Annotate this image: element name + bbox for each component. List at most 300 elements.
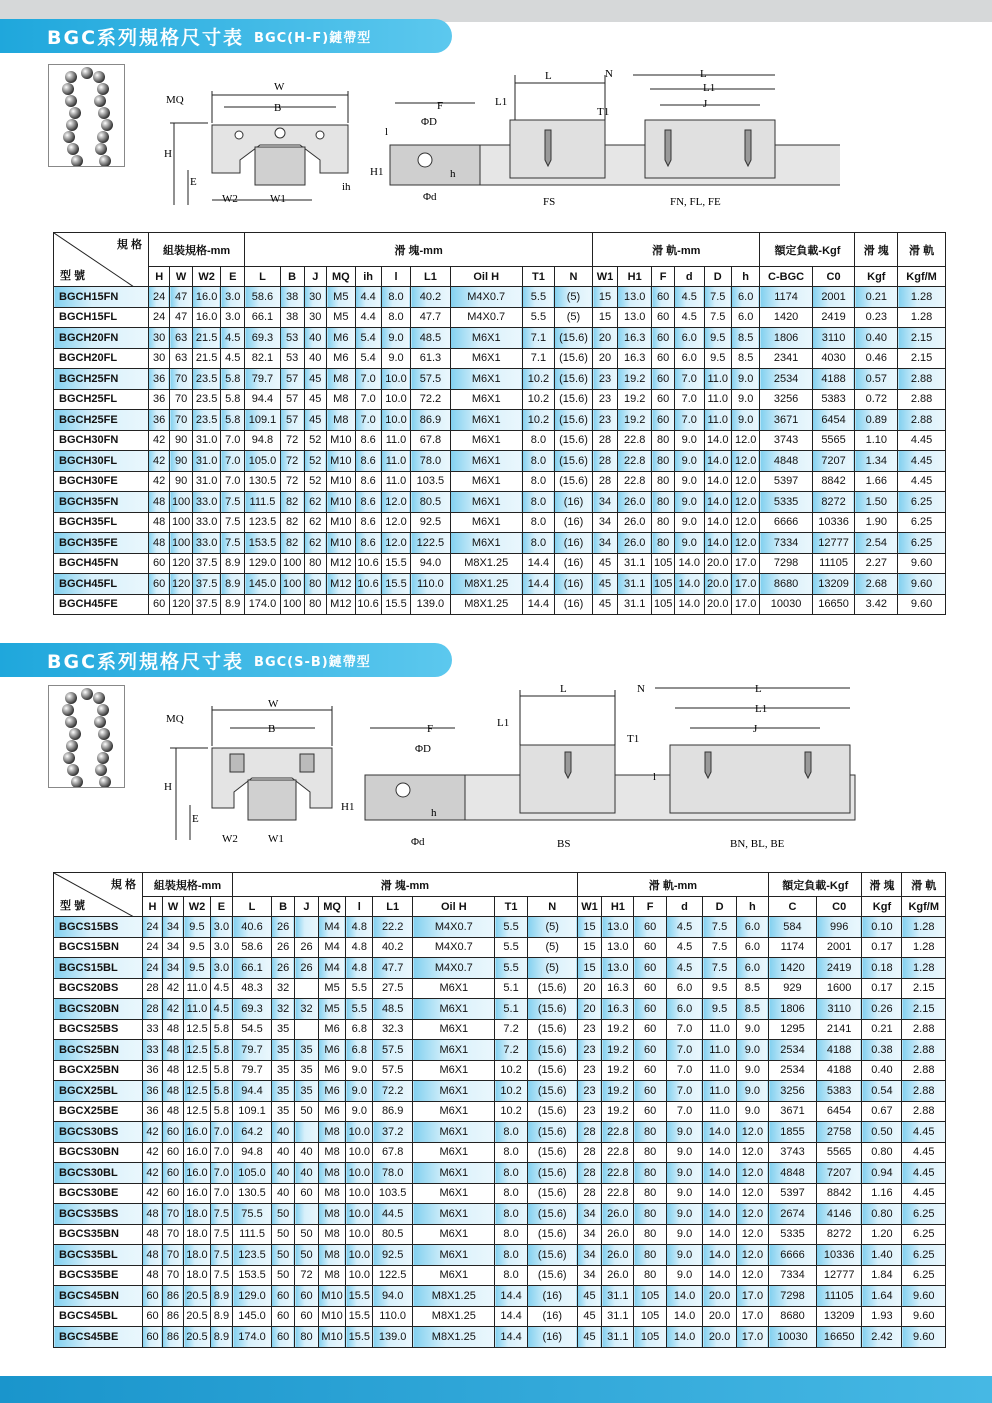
value-cell: 60 <box>634 1101 666 1122</box>
value-cell: 12.0 <box>731 430 760 451</box>
value-cell: 66.1 <box>233 958 272 979</box>
value-cell: 14.4 <box>522 574 554 595</box>
model-cell: BGCH25FN <box>54 369 149 390</box>
value-cell: 20 <box>577 978 601 999</box>
value-cell: 26.0 <box>617 512 651 533</box>
value-cell: 8.0 <box>495 1163 527 1184</box>
value-cell: M10 <box>327 512 355 533</box>
value-cell: 8.0 <box>522 451 554 472</box>
value-cell: 9.0 <box>736 1040 768 1061</box>
value-cell: 8.9 <box>221 574 245 595</box>
value-cell: 92.5 <box>411 512 450 533</box>
value-cell: 4848 <box>769 1163 817 1184</box>
value-cell: 5.8 <box>210 1019 232 1040</box>
column-header: E <box>210 897 232 917</box>
value-cell: 14.0 <box>666 1306 703 1327</box>
value-cell: 48 <box>142 1245 162 1266</box>
label-e: E <box>190 176 197 188</box>
value-cell: 9.0 <box>666 1265 703 1286</box>
value-cell: 9.0 <box>346 1101 373 1122</box>
column-header: B <box>280 267 304 287</box>
value-cell: 7207 <box>812 451 855 472</box>
value-cell: 11.0 <box>703 1060 736 1081</box>
value-cell: 7.0 <box>355 369 381 390</box>
value-cell: 37.5 <box>192 553 220 574</box>
value-cell: (15.6) <box>527 1101 577 1122</box>
value-cell: M6X1 <box>450 369 522 390</box>
value-cell: 6.0 <box>666 999 703 1020</box>
value-cell: 16.0 <box>184 1163 211 1184</box>
column-header: W2 <box>192 267 220 287</box>
value-cell: 5.5 <box>346 978 373 999</box>
value-cell: 9.0 <box>346 1081 373 1102</box>
value-cell: 31.1 <box>617 553 651 574</box>
table-row <box>54 1245 946 1266</box>
column-header: Kgf/M <box>902 897 946 917</box>
table1-column-headers <box>54 267 946 287</box>
value-cell: 16650 <box>816 1327 862 1348</box>
value-cell: 5.5 <box>522 307 554 328</box>
value-cell: 9.5 <box>704 328 731 349</box>
value-cell: 57 <box>280 369 304 390</box>
value-cell: 4.5 <box>221 328 245 349</box>
value-cell: (15.6) <box>527 1081 577 1102</box>
value-cell: 0.46 <box>855 348 898 369</box>
value-cell: 72 <box>280 471 304 492</box>
value-cell: 35 <box>271 1019 294 1040</box>
value-cell: 94.8 <box>245 430 281 451</box>
value-cell: 31.1 <box>602 1327 634 1348</box>
value-cell: 44.5 <box>373 1204 413 1225</box>
value-cell: 42 <box>148 451 169 472</box>
value-cell: 60 <box>148 574 169 595</box>
value-cell: 100 <box>170 492 193 513</box>
value-cell: M8 <box>318 1183 346 1204</box>
value-cell: 100 <box>280 553 304 574</box>
value-cell: 20.5 <box>184 1306 211 1327</box>
value-cell: 4.45 <box>902 1183 946 1204</box>
value-cell: 60 <box>634 999 666 1020</box>
value-cell: 5.1 <box>495 999 527 1020</box>
value-cell: (15.6) <box>527 1122 577 1143</box>
value-cell: 5.4 <box>355 348 381 369</box>
value-cell: 5.5 <box>522 287 554 308</box>
value-cell: 10.0 <box>346 1265 373 1286</box>
value-cell: M8 <box>327 410 355 431</box>
label-t1: T1 <box>597 106 610 118</box>
value-cell: 14.0 <box>703 1204 736 1225</box>
value-cell: 8.6 <box>355 512 381 533</box>
value-cell: 1174 <box>760 287 812 308</box>
value-cell: M4X0.7 <box>413 958 495 979</box>
value-cell: M6X1 <box>413 1060 495 1081</box>
value-cell: 60 <box>162 1183 183 1204</box>
value-cell: 2.15 <box>902 978 946 999</box>
value-cell: M6X1 <box>413 1204 495 1225</box>
header-rail: 滑 軌-mm <box>593 233 760 267</box>
value-cell: 11.0 <box>703 1019 736 1040</box>
value-cell: 48 <box>148 533 169 554</box>
value-cell: M5 <box>327 307 355 328</box>
column-header: W1 <box>593 267 618 287</box>
value-cell: 50 <box>295 1245 318 1266</box>
value-cell: 42 <box>142 1163 162 1184</box>
value-cell: 16.0 <box>184 1183 211 1204</box>
value-cell: M6X1 <box>413 1183 495 1204</box>
value-cell: 28 <box>577 1122 601 1143</box>
value-cell: 50 <box>271 1224 294 1245</box>
value-cell: (16) <box>527 1306 577 1327</box>
value-cell: 3110 <box>812 328 855 349</box>
value-cell: 11.0 <box>704 369 731 390</box>
value-cell: 18.0 <box>184 1204 211 1225</box>
label-bn: BN, BL, BE <box>730 838 785 850</box>
value-cell: 3743 <box>769 1142 817 1163</box>
value-cell: 4.8 <box>346 917 373 938</box>
value-cell: M10 <box>327 492 355 513</box>
model-cell: BGCS30BN <box>54 1142 143 1163</box>
value-cell: 5383 <box>816 1081 862 1102</box>
value-cell: 34 <box>577 1224 601 1245</box>
model-cell: BGCS15BS <box>54 917 143 938</box>
value-cell: 7.0 <box>210 1163 232 1184</box>
value-cell: 28 <box>142 999 162 1020</box>
value-cell: M8 <box>318 1204 346 1225</box>
value-cell: 9.0 <box>674 451 704 472</box>
value-cell: 45 <box>577 1306 601 1327</box>
value-cell: 14.0 <box>703 1163 736 1184</box>
value-cell: 7.0 <box>666 1040 703 1061</box>
value-cell: 40 <box>304 328 327 349</box>
column-header: D <box>704 267 731 287</box>
value-cell: 24 <box>148 307 169 328</box>
value-cell: 9.60 <box>898 553 946 574</box>
value-cell: 60 <box>652 328 675 349</box>
value-cell: 10.0 <box>346 1142 373 1163</box>
value-cell: 80 <box>634 1204 666 1225</box>
value-cell: 18.0 <box>184 1265 211 1286</box>
value-cell: 14.0 <box>666 1327 703 1348</box>
value-cell: 5.5 <box>495 937 527 958</box>
model-cell: BGCX25BL <box>54 1081 143 1102</box>
value-cell: 53 <box>280 348 304 369</box>
value-cell: 8.0 <box>495 1122 527 1143</box>
value-cell: 103.5 <box>411 471 450 492</box>
value-cell: 12.0 <box>381 512 411 533</box>
value-cell: M6X1 <box>413 1122 495 1143</box>
header-load: 額定負載-Kgf <box>769 873 862 897</box>
value-cell: 1.20 <box>862 1224 902 1245</box>
value-cell: 10.0 <box>346 1224 373 1245</box>
value-cell: 7.0 <box>674 369 704 390</box>
value-cell: 20.0 <box>703 1286 736 1307</box>
value-cell <box>295 917 318 938</box>
value-cell: 7298 <box>760 553 812 574</box>
value-cell: 10.2 <box>495 1060 527 1081</box>
value-cell: 0.17 <box>862 937 902 958</box>
value-cell: 20.0 <box>703 1306 736 1327</box>
value-cell: 3671 <box>760 410 812 431</box>
value-cell: 2.15 <box>902 999 946 1020</box>
value-cell: 60 <box>162 1142 183 1163</box>
value-cell: M6X1 <box>413 1224 495 1245</box>
value-cell: 110.0 <box>411 574 450 595</box>
value-cell <box>295 1204 318 1225</box>
value-cell: (15.6) <box>554 410 592 431</box>
value-cell: 8.9 <box>210 1327 232 1348</box>
value-cell: 5.4 <box>355 328 381 349</box>
value-cell: (15.6) <box>527 978 577 999</box>
value-cell: 60 <box>652 287 675 308</box>
value-cell: (15.6) <box>554 471 592 492</box>
value-cell: 10.2 <box>522 389 554 410</box>
value-cell: 17.0 <box>736 1286 768 1307</box>
value-cell: 75.5 <box>233 1204 272 1225</box>
value-cell: 4.45 <box>898 430 946 451</box>
value-cell: 12.5 <box>184 1101 211 1122</box>
value-cell: 42 <box>148 471 169 492</box>
value-cell: 4.5 <box>674 307 704 328</box>
value-cell: 105 <box>652 553 675 574</box>
table-row <box>54 1060 946 1081</box>
value-cell: 9.60 <box>898 594 946 615</box>
model-cell: BGCH20FN <box>54 328 149 349</box>
value-cell: 16.3 <box>617 328 651 349</box>
value-cell: 4146 <box>816 1204 862 1225</box>
table-row <box>54 978 946 999</box>
value-cell: M12 <box>327 574 355 595</box>
value-cell: 12.0 <box>736 1265 768 1286</box>
value-cell: 8.6 <box>355 430 381 451</box>
value-cell: M6X1 <box>413 978 495 999</box>
value-cell: 48.5 <box>411 328 450 349</box>
value-cell: 9.5 <box>703 999 736 1020</box>
value-cell: 6.0 <box>674 348 704 369</box>
value-cell: 60 <box>142 1306 162 1327</box>
value-cell: 40 <box>304 348 327 369</box>
value-cell: 8.0 <box>522 471 554 492</box>
value-cell: 1855 <box>769 1122 817 1143</box>
value-cell: M6X1 <box>413 1019 495 1040</box>
model-cell: BGCS45BE <box>54 1327 143 1348</box>
value-cell: 6.0 <box>736 958 768 979</box>
value-cell: 60 <box>634 1019 666 1040</box>
value-cell: 19.2 <box>602 1019 634 1040</box>
table-row <box>54 1081 946 1102</box>
value-cell: 10.0 <box>381 369 411 390</box>
column-header: L <box>245 267 281 287</box>
value-cell: 60 <box>652 369 675 390</box>
value-cell: 14.0 <box>703 1245 736 1266</box>
header-spec: 規 格 <box>116 239 142 251</box>
value-cell: 109.1 <box>233 1101 272 1122</box>
value-cell: 8.0 <box>522 430 554 451</box>
value-cell: 8.0 <box>381 287 411 308</box>
value-cell: (16) <box>527 1327 577 1348</box>
label-phi-d-small: Φd <box>423 191 437 203</box>
value-cell: 7.5 <box>704 307 731 328</box>
value-cell: 14.0 <box>704 430 731 451</box>
value-cell: 5335 <box>769 1224 817 1245</box>
header-assembly: 組裝規格-mm <box>148 233 244 267</box>
value-cell: 80 <box>652 533 675 554</box>
value-cell: 9.60 <box>902 1327 946 1348</box>
value-cell: 30 <box>148 328 169 349</box>
label-j: J <box>753 723 758 735</box>
value-cell: 48 <box>162 1040 183 1061</box>
value-cell: 2674 <box>769 1204 817 1225</box>
header-spec: 規 格 <box>110 879 136 891</box>
value-cell: 22.8 <box>602 1163 634 1184</box>
value-cell: 80 <box>295 1327 318 1348</box>
value-cell: 2001 <box>812 287 855 308</box>
value-cell: 9.0 <box>674 512 704 533</box>
value-cell: 7207 <box>816 1163 862 1184</box>
value-cell: 14.0 <box>704 533 731 554</box>
value-cell: M12 <box>327 594 355 615</box>
column-header: d <box>666 897 703 917</box>
value-cell: 23 <box>577 1040 601 1061</box>
value-cell: 70 <box>162 1245 183 1266</box>
value-cell: 80 <box>634 1265 666 1286</box>
value-cell: 80 <box>634 1163 666 1184</box>
value-cell: 15 <box>593 287 618 308</box>
table-row <box>54 1265 946 1286</box>
value-cell: 19.2 <box>602 1040 634 1061</box>
value-cell: 14.0 <box>704 451 731 472</box>
value-cell: 174.0 <box>233 1327 272 1348</box>
table-row <box>54 369 946 390</box>
model-cell: BGCH35FN <box>54 492 149 513</box>
value-cell: 26.0 <box>602 1245 634 1266</box>
value-cell: 8.9 <box>221 553 245 574</box>
value-cell: M6X1 <box>450 348 522 369</box>
model-cell: BGCH30FE <box>54 471 149 492</box>
value-cell: 6.8 <box>346 1019 373 1040</box>
value-cell: 60 <box>634 958 666 979</box>
value-cell: M10 <box>327 533 355 554</box>
value-cell: 1806 <box>769 999 817 1020</box>
column-header: h <box>731 267 760 287</box>
value-cell: 105 <box>652 594 675 615</box>
value-cell: 120 <box>170 594 193 615</box>
value-cell: M6X1 <box>450 451 522 472</box>
value-cell: M8 <box>318 1122 346 1143</box>
value-cell: 70 <box>162 1204 183 1225</box>
value-cell: 100 <box>280 594 304 615</box>
value-cell: 7.5 <box>221 492 245 513</box>
value-cell: 122.5 <box>411 533 450 554</box>
value-cell: 58.6 <box>245 287 281 308</box>
value-cell: 8.0 <box>522 533 554 554</box>
value-cell: 16650 <box>812 594 855 615</box>
value-cell: 105 <box>634 1327 666 1348</box>
value-cell: 9.5 <box>184 937 211 958</box>
value-cell: 37.5 <box>192 574 220 595</box>
value-cell: M8X1.25 <box>450 553 522 574</box>
value-cell: 5.5 <box>346 999 373 1020</box>
value-cell: 10.0 <box>346 1122 373 1143</box>
value-cell: 584 <box>769 917 817 938</box>
value-cell: (16) <box>554 533 592 554</box>
value-cell: 94.4 <box>233 1081 272 1102</box>
value-cell: 36 <box>142 1060 162 1081</box>
value-cell: 7.0 <box>210 1142 232 1163</box>
value-cell: 7.0 <box>674 389 704 410</box>
model-cell: BGCS35BL <box>54 1245 143 1266</box>
value-cell: M8 <box>327 369 355 390</box>
value-cell: 8.0 <box>522 512 554 533</box>
value-cell: 2534 <box>769 1040 817 1061</box>
label-l-right: L <box>700 68 707 80</box>
section2-banner <box>0 643 452 677</box>
value-cell: 12.0 <box>381 492 411 513</box>
value-cell: 6.0 <box>674 328 704 349</box>
bottom-bar <box>0 1376 992 1403</box>
value-cell: 32 <box>271 999 294 1020</box>
value-cell: 22.8 <box>602 1142 634 1163</box>
value-cell: 82 <box>280 492 304 513</box>
value-cell: 15.5 <box>381 594 411 615</box>
value-cell: 48 <box>142 1224 162 1245</box>
table-row <box>54 1327 946 1348</box>
value-cell: 80 <box>652 471 675 492</box>
value-cell: M8X1.25 <box>413 1286 495 1307</box>
column-header: E <box>221 267 245 287</box>
table2-corner-header <box>54 873 143 917</box>
value-cell: M6X1 <box>413 1081 495 1102</box>
value-cell: 8.0 <box>381 307 411 328</box>
model-cell: BGCH35FE <box>54 533 149 554</box>
value-cell: 15 <box>593 307 618 328</box>
value-cell: 7.5 <box>210 1265 232 1286</box>
value-cell: (15.6) <box>554 369 592 390</box>
value-cell: 64.2 <box>233 1122 272 1143</box>
label-phi-d-big: ΦD <box>415 743 431 755</box>
value-cell: 12.0 <box>731 492 760 513</box>
value-cell: 129.0 <box>245 553 281 574</box>
value-cell: 12.0 <box>736 1245 768 1266</box>
column-header: l <box>381 267 411 287</box>
value-cell: 35 <box>271 1040 294 1061</box>
value-cell: 1174 <box>769 937 817 958</box>
value-cell: 8.0 <box>495 1265 527 1286</box>
value-cell: M6X1 <box>450 328 522 349</box>
value-cell: 20 <box>593 348 618 369</box>
value-cell: 60 <box>162 1122 183 1143</box>
value-cell: 34 <box>162 958 183 979</box>
column-header: L <box>233 897 272 917</box>
value-cell: 111.5 <box>233 1224 272 1245</box>
value-cell: 19.2 <box>617 389 651 410</box>
value-cell: 105 <box>652 574 675 595</box>
value-cell: 38 <box>280 307 304 328</box>
value-cell: 1.84 <box>862 1265 902 1286</box>
value-cell: 40.6 <box>233 917 272 938</box>
column-header: H1 <box>617 267 651 287</box>
value-cell: 2.54 <box>855 533 898 554</box>
value-cell: 7.0 <box>355 410 381 431</box>
value-cell: M10 <box>318 1286 346 1307</box>
value-cell: 1420 <box>760 307 812 328</box>
value-cell: (16) <box>554 574 592 595</box>
value-cell: 16.0 <box>184 1122 211 1143</box>
value-cell: 22.8 <box>602 1183 634 1204</box>
value-cell: 10.6 <box>355 574 381 595</box>
value-cell: 60 <box>634 978 666 999</box>
label-l1: L1 <box>497 717 510 729</box>
value-cell: 4030 <box>812 348 855 369</box>
